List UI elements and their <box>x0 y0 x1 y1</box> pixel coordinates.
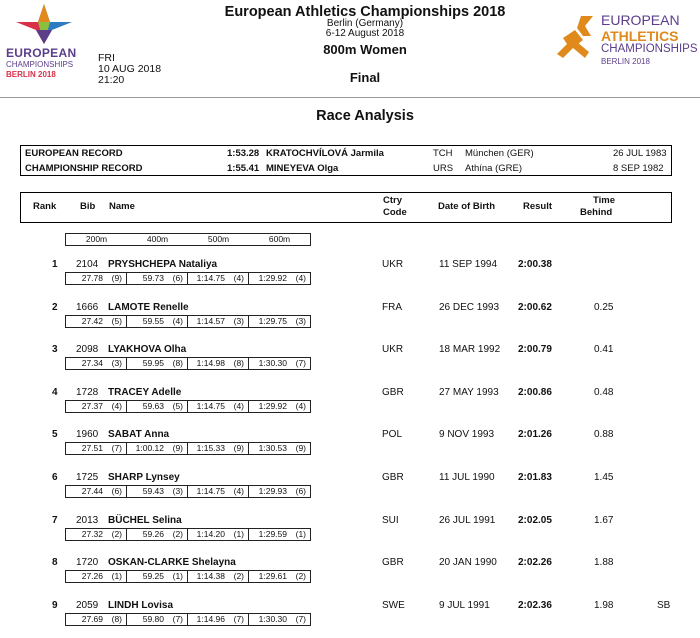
split-position: (1) <box>172 571 183 582</box>
record-ctry: URS <box>433 163 454 174</box>
record-time: 1:55.41 <box>227 163 260 174</box>
col-name: Name <box>109 201 135 212</box>
split-times <box>65 357 311 370</box>
logo-left-line2: CHAMPIONSHIPS <box>6 60 74 69</box>
split-position: (6) <box>295 486 306 496</box>
rank: 6 <box>52 472 58 483</box>
runner-icon <box>555 12 597 62</box>
split-position: (3) <box>233 315 244 326</box>
split-position: (2) <box>233 571 244 582</box>
rank: 3 <box>52 344 58 356</box>
result: 2:01.83 <box>518 472 552 483</box>
split-time: 27.69 <box>81 613 103 624</box>
split-time: 1:29.75 <box>258 315 287 326</box>
split-time: 59.73 <box>142 273 164 283</box>
record-ctry: TCH <box>433 148 453 159</box>
athlete-name: LINDH Lovisa <box>108 599 174 611</box>
result: 2:02.36 <box>518 599 552 611</box>
logo-left-line1: EUROPEAN <box>6 46 77 60</box>
rank: 8 <box>52 557 58 569</box>
rank: 1 <box>52 259 58 270</box>
split-cell <box>249 316 310 327</box>
split-time: 1:30.30 <box>258 613 287 624</box>
country: UKR <box>382 344 404 356</box>
athlete-row <box>0 557 700 595</box>
split-position: (9) <box>111 273 122 283</box>
split-time: 1:14.96 <box>196 613 225 624</box>
col-result: Result <box>523 201 553 212</box>
split-times <box>65 315 311 328</box>
date-of-birth: 27 MAY 1993 <box>439 386 499 398</box>
col-dob: Date of Birth <box>438 201 495 212</box>
european-championships-logo <box>4 2 84 82</box>
athlete-row <box>0 302 700 340</box>
rank: 4 <box>52 386 58 398</box>
time-behind: 0.48 <box>594 386 614 398</box>
logo-right-line2: ATHLETICS <box>601 28 679 44</box>
split-times <box>65 570 311 583</box>
time-behind: 0.88 <box>594 429 614 441</box>
event-name: 800m Women <box>323 42 407 57</box>
split-position: (2) <box>172 528 183 539</box>
split-time: 1:14.38 <box>196 571 225 582</box>
split-position: (2) <box>111 528 122 539</box>
record-label: EUROPEAN RECORD <box>25 148 123 159</box>
result: 2:02.26 <box>518 557 552 569</box>
split-time: 1:14.75 <box>196 486 225 496</box>
split-position: (4) <box>233 400 244 411</box>
page-title: European Athletics Championships 2018 <box>224 4 506 20</box>
split-position: (4) <box>295 400 306 411</box>
split-position: (9) <box>295 443 306 454</box>
split-time: 59.43 <box>142 486 164 496</box>
split-position: (5) <box>111 315 122 326</box>
record-venue: München (GER) <box>465 148 534 159</box>
split-position: (1) <box>295 528 306 539</box>
split-position: (8) <box>172 358 183 369</box>
bib: 1725 <box>76 472 99 483</box>
split-time: 27.34 <box>81 358 103 369</box>
split-position: (7) <box>233 613 244 624</box>
record-row <box>21 146 671 161</box>
athlete-name: PRYSHCHEPA Nataliya <box>108 259 218 270</box>
split-cell <box>127 273 188 284</box>
athlete-name: BÜCHEL Selina <box>108 514 182 526</box>
date-of-birth: 9 JUL 1991 <box>439 599 490 611</box>
split-label: 200m <box>85 234 108 244</box>
split-time: 59.95 <box>142 358 164 369</box>
col-ctry: Ctry <box>383 195 403 206</box>
athlete-name: TRACEY Adelle <box>108 386 182 398</box>
split-label: 500m <box>207 234 230 244</box>
split-position: (8) <box>233 358 244 369</box>
split-time: 1:29.59 <box>258 528 287 539</box>
country: SWE <box>382 599 405 611</box>
record-label: CHAMPIONSHIP RECORD <box>25 163 143 174</box>
section-title: Race Analysis <box>316 108 414 124</box>
country: UKR <box>382 259 404 270</box>
split-position: (6) <box>111 486 122 496</box>
split-cell <box>66 529 127 540</box>
rank: 2 <box>52 301 58 313</box>
bib: 1728 <box>76 386 99 398</box>
split-time: 59.25 <box>142 571 164 582</box>
split-times <box>65 400 311 413</box>
athlete-row <box>0 600 700 638</box>
record-row <box>21 161 671 176</box>
split-cell <box>188 273 249 284</box>
split-cell <box>249 614 310 625</box>
split-cell <box>66 316 127 327</box>
athlete-name: OSKAN-CLARKE Shelayna <box>108 557 236 569</box>
split-cell <box>188 571 249 582</box>
country: FRA <box>382 301 402 313</box>
split-time: 1:14.75 <box>196 400 225 411</box>
split-time: 1:30.30 <box>258 358 287 369</box>
split-time: 1:14.75 <box>196 273 225 283</box>
logo-left-line3: BERLIN 2018 <box>6 70 56 79</box>
rank: 9 <box>52 599 58 611</box>
split-cell <box>188 358 249 369</box>
time-behind: 1.67 <box>594 514 614 526</box>
split-cell <box>188 529 249 540</box>
split-cell <box>66 571 127 582</box>
split-cell <box>127 443 188 454</box>
split-position: (5) <box>172 400 183 411</box>
split-cell <box>249 443 310 454</box>
split-position: (7) <box>111 443 122 454</box>
split-position: (6) <box>172 273 183 283</box>
split-cell <box>188 401 249 412</box>
time-behind: 0.25 <box>594 301 614 313</box>
col-behind: Behind <box>580 207 613 218</box>
date-of-birth: 26 JUL 1991 <box>439 514 496 526</box>
split-position: (9) <box>233 443 244 454</box>
split-position: (3) <box>295 315 306 326</box>
split-cell <box>249 273 310 284</box>
split-time: 1:29.92 <box>258 273 287 283</box>
split-time: 1:30.53 <box>258 443 287 454</box>
result: 2:00.86 <box>518 386 552 398</box>
athlete-row <box>0 472 700 510</box>
split-time: 27.37 <box>81 400 103 411</box>
time-behind: 1.45 <box>594 472 614 483</box>
split-time: 1:29.93 <box>258 486 287 496</box>
split-cell <box>188 614 249 625</box>
athlete-row <box>0 515 700 553</box>
date-of-birth: 9 NOV 1993 <box>439 429 495 441</box>
date-of-birth: 26 DEC 1993 <box>439 301 500 313</box>
split-cell <box>249 529 310 540</box>
bib: 2098 <box>76 344 99 356</box>
split-cell <box>127 486 188 497</box>
athlete-row <box>0 344 700 382</box>
date-of-birth: 11 SEP 1994 <box>439 259 498 270</box>
result: 2:00.62 <box>518 301 552 313</box>
split-times <box>65 485 311 498</box>
split-time: 1:14.57 <box>196 315 225 326</box>
bib: 1720 <box>76 557 99 569</box>
record-date: 26 JUL 1983 <box>613 148 667 159</box>
split-cell <box>249 486 310 497</box>
split-position: (4) <box>233 273 244 283</box>
split-position: (1) <box>111 571 122 582</box>
european-athletics-logo <box>555 8 700 68</box>
athlete-row <box>0 387 700 425</box>
athlete-row <box>0 259 700 297</box>
split-cell <box>66 443 127 454</box>
split-cell <box>249 401 310 412</box>
split-cell <box>188 316 249 327</box>
date-of-birth: 11 JUL 1990 <box>439 472 495 483</box>
split-time: 1:00.12 <box>135 443 164 454</box>
split-cell <box>188 486 249 497</box>
split-time: 59.63 <box>142 400 164 411</box>
split-time: 1:14.20 <box>196 528 225 539</box>
split-position: (1) <box>233 528 244 539</box>
country: GBR <box>382 472 404 483</box>
country: POL <box>382 429 403 441</box>
athlete-name: LYAKHOVA Olha <box>108 344 187 356</box>
split-cell <box>66 614 127 625</box>
date-of-birth: 18 MAR 1992 <box>439 344 501 356</box>
split-position: (8) <box>111 613 122 624</box>
split-time: 1:15.33 <box>196 443 225 454</box>
col-time: Time <box>593 195 616 206</box>
split-cell <box>66 273 127 284</box>
split-position: (4) <box>233 486 244 496</box>
column-header <box>20 192 672 223</box>
note: SB <box>657 599 671 611</box>
split-time: 27.42 <box>81 315 103 326</box>
bib: 2104 <box>76 259 99 270</box>
record-date: 8 SEP 1982 <box>613 163 664 174</box>
split-position: (7) <box>295 613 306 624</box>
rank: 5 <box>52 429 58 441</box>
result: 2:00.38 <box>518 259 552 270</box>
athlete-name: LAMOTE Renelle <box>108 301 189 313</box>
day-label: FRI <box>98 52 115 64</box>
athlete-name: SABAT Anna <box>108 429 170 441</box>
result: 2:00.79 <box>518 344 552 356</box>
round-name: Final <box>349 70 381 85</box>
split-position: (4) <box>111 400 122 411</box>
split-time: 1:29.92 <box>258 400 287 411</box>
split-cell <box>249 358 310 369</box>
split-position: (3) <box>172 486 183 496</box>
split-time: 59.80 <box>142 613 164 624</box>
split-cell <box>66 486 127 497</box>
split-cell <box>127 614 188 625</box>
record-time: 1:53.28 <box>227 148 260 159</box>
split-times <box>65 442 311 455</box>
split-cell <box>127 316 188 327</box>
split-time: 27.32 <box>81 528 103 539</box>
split-cell <box>188 443 249 454</box>
col-bib: Bib <box>80 201 96 212</box>
split-label: 400m <box>146 234 169 244</box>
split-times <box>65 272 311 285</box>
logo-right-line1: EUROPEAN <box>601 12 680 28</box>
star-icon <box>14 2 74 44</box>
split-position: (7) <box>295 358 306 369</box>
time-label: 21:20 <box>98 74 125 86</box>
split-time: 27.44 <box>81 486 103 496</box>
split-cell <box>66 401 127 412</box>
bib: 2013 <box>76 514 99 526</box>
split-time: 1:14.98 <box>196 358 225 369</box>
split-position: (9) <box>172 443 183 454</box>
split-times <box>65 613 311 626</box>
record-name: MINEYEVA Olga <box>266 163 339 174</box>
split-position: (2) <box>295 571 306 582</box>
logo-right-line4: BERLIN 2018 <box>601 57 650 66</box>
split-time: 27.51 <box>81 443 103 454</box>
record-venue: Athína (GRE) <box>465 163 523 174</box>
col-rank: Rank <box>33 201 57 212</box>
athlete-name: SHARP Lynsey <box>108 472 180 483</box>
country: GBR <box>382 557 404 569</box>
time-behind: 0.41 <box>594 344 614 356</box>
bib: 2059 <box>76 599 99 611</box>
split-cell <box>127 529 188 540</box>
event-dates: 6-12 August 2018 <box>325 28 405 39</box>
bib: 1666 <box>76 301 99 313</box>
split-time: 59.55 <box>142 315 164 326</box>
col-code: Code <box>383 207 407 218</box>
record-name: KRATOCHVÍLOVÁ Jarmila <box>266 148 384 159</box>
time-behind: 1.88 <box>594 557 614 569</box>
athlete-row <box>0 429 700 467</box>
split-time: 27.78 <box>81 273 103 283</box>
result: 2:02.05 <box>518 514 552 526</box>
split-time: 1:29.61 <box>258 571 287 582</box>
split-cell <box>127 571 188 582</box>
split-label: 600m <box>268 234 291 244</box>
rank: 7 <box>52 514 58 526</box>
date-label: 10 AUG 2018 <box>98 63 162 75</box>
logo-right-line3: CHAMPIONSHIPS <box>601 43 698 55</box>
divider <box>0 97 700 98</box>
split-labels <box>65 233 311 246</box>
split-position: (7) <box>172 613 183 624</box>
split-position: (3) <box>111 358 122 369</box>
date-of-birth: 20 JAN 1990 <box>439 557 497 569</box>
split-cell <box>127 358 188 369</box>
country: SUI <box>382 514 399 526</box>
split-time: 27.26 <box>81 571 103 582</box>
split-cell <box>66 358 127 369</box>
records-box <box>20 145 672 176</box>
split-times <box>65 528 311 541</box>
result: 2:01.26 <box>518 429 552 441</box>
time-behind: 1.98 <box>594 599 614 611</box>
bib: 1960 <box>76 429 99 441</box>
split-position: (4) <box>295 273 306 283</box>
split-cell <box>127 401 188 412</box>
split-time: 59.26 <box>142 528 164 539</box>
location: Berlin (Germany) <box>326 18 404 29</box>
country: GBR <box>382 386 404 398</box>
split-position: (4) <box>172 315 183 326</box>
split-cell <box>249 571 310 582</box>
